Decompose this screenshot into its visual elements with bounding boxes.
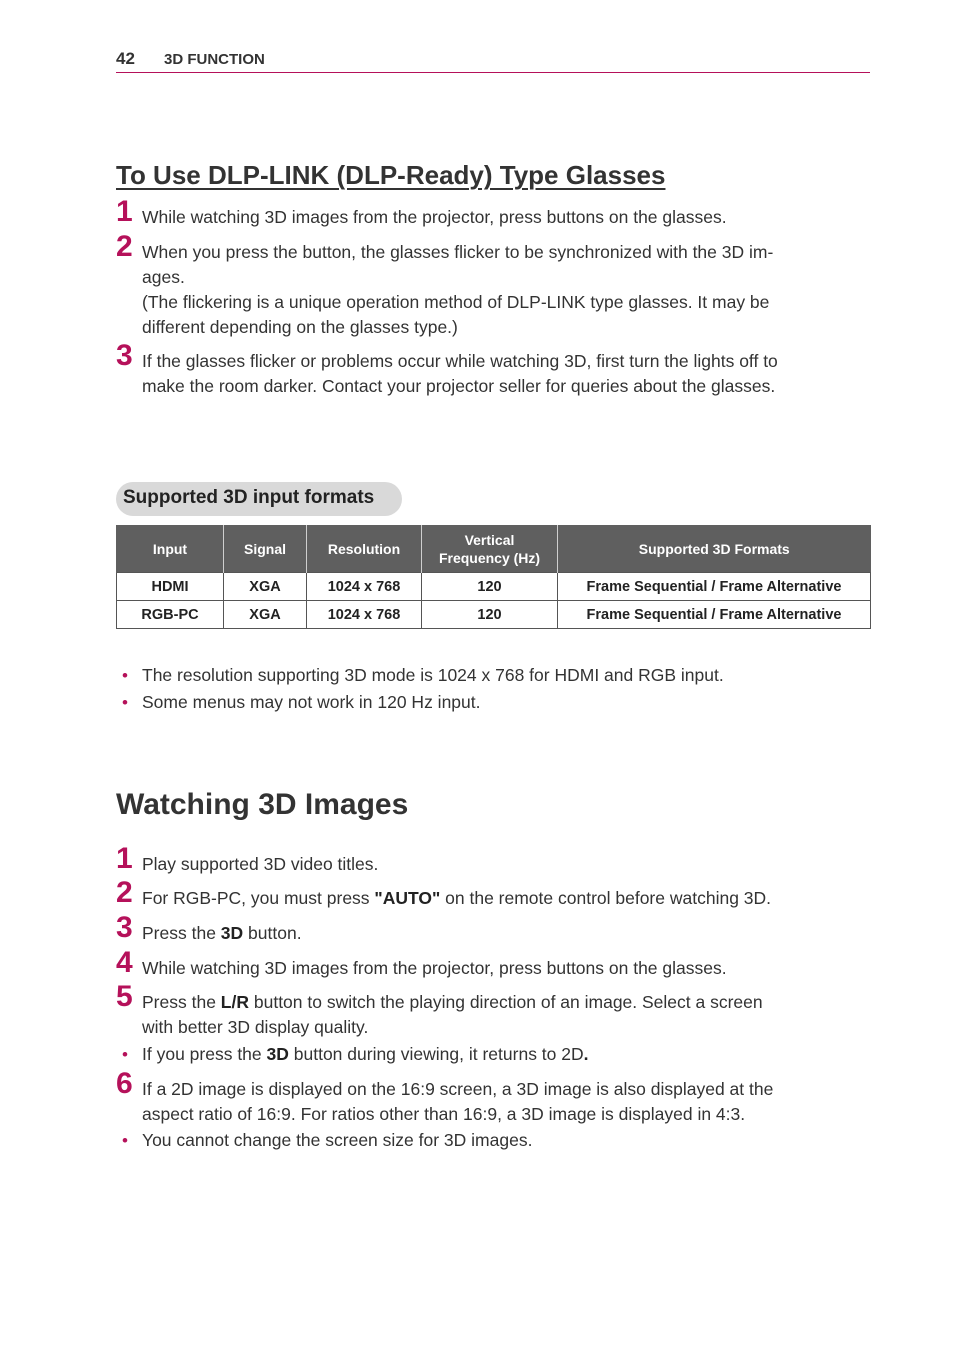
bullet-dot-icon: •: [122, 666, 128, 685]
cell-input: RGB-PC: [117, 601, 224, 629]
step-text: While watching 3D images from the projector, press buttons on the glasses.: [142, 207, 727, 227]
table-row: [117, 573, 871, 601]
step-text-line: If a 2D image is displayed on the 16:9 screen, a 3D image is also displayed at the: [142, 1079, 774, 1099]
header-input: Input: [117, 525, 224, 573]
formats-table: [116, 525, 871, 629]
cell-frequency: 120: [422, 601, 558, 629]
cell-frequency: 120: [422, 573, 558, 601]
note-text-bold: 3D: [266, 1044, 289, 1064]
header-formats: Supported 3D Formats: [558, 525, 871, 573]
step-number: 3: [116, 339, 133, 372]
dlp-step-3: [116, 339, 861, 399]
cell-resolution: 1024 x 768: [307, 601, 422, 629]
note-text: Some menus may not work in 120 Hz input.: [142, 692, 481, 712]
step-text-line: with better 3D display quality.: [142, 1017, 369, 1037]
header-frequency-line2: Frequency (Hz): [438, 549, 541, 566]
step-number: 3: [116, 911, 133, 944]
watch-step-6-note: [122, 1128, 862, 1153]
formats-subheading-text: Supported 3D input formats: [123, 487, 375, 508]
formats-note-2: [122, 690, 862, 715]
note-text: You cannot change the screen size for 3D images.: [142, 1130, 533, 1150]
step-text: For RGB-PC, you must press: [142, 888, 375, 908]
watching-heading: Watching 3D Images: [116, 788, 409, 821]
cell-signal: XGA: [224, 601, 307, 629]
cell-signal: XGA: [224, 573, 307, 601]
header-resolution: Resolution: [307, 525, 422, 573]
header-frequency-line1: Vertical: [464, 531, 515, 548]
bullet-dot-icon: •: [122, 693, 128, 712]
step-number: 5: [116, 980, 133, 1013]
step-text-line: ages.: [142, 267, 185, 287]
dlp-step-1: [116, 195, 861, 230]
note-text: The resolution supporting 3D mode is 1024 x 768 for HDMI and RGB input.: [142, 665, 724, 685]
formats-note-1: [122, 663, 862, 688]
step-text: button to switch the playing direction of an image. Select a screen: [249, 992, 763, 1012]
table-row: [117, 601, 871, 629]
watch-step-6: [116, 1067, 861, 1127]
step-text-line: (The flickering is a unique operation method of DLP-LINK type glasses. It may be: [142, 292, 770, 312]
note-text: button during viewing, it returns to 2D: [288, 1044, 584, 1064]
step-text: Press the: [142, 992, 221, 1012]
step-text: Play supported 3D video titles.: [142, 854, 379, 874]
step-text-bold: L/R: [220, 992, 249, 1012]
step-number: 1: [116, 195, 133, 228]
step-text-line: make the room darker. Contact your projector seller for queries about the glasses.: [142, 376, 776, 396]
cell-input: HDMI: [117, 573, 224, 601]
step-text-line: different depending on the glasses type.): [142, 317, 458, 337]
step-number: 6: [116, 1067, 133, 1100]
step-number: 2: [116, 230, 133, 263]
note-text: If you press the: [142, 1044, 267, 1064]
table-header-row: [117, 525, 871, 573]
step-text: Press the: [142, 923, 221, 943]
cell-formats: Frame Sequential / Frame Alternative: [558, 601, 871, 629]
watch-step-3: [116, 911, 861, 946]
dlp-step-2: [116, 230, 861, 340]
step-number: 2: [116, 876, 133, 909]
header-frequency: [422, 525, 558, 573]
note-text-period: .: [583, 1044, 589, 1064]
watch-step-5: [116, 980, 861, 1040]
step-text: While watching 3D images from the projector, press buttons on the glasses.: [142, 958, 727, 978]
step-number: 1: [116, 842, 133, 875]
step-number: 4: [116, 946, 133, 979]
cell-resolution: 1024 x 768: [307, 573, 422, 601]
step-text-line: If the glasses flicker or problems occur while watching 3D, first turn the lights off to: [142, 351, 778, 371]
bullet-dot-icon: •: [122, 1045, 128, 1064]
watch-step-2: [116, 876, 861, 911]
cell-formats: Frame Sequential / Frame Alternative: [558, 573, 871, 601]
step-text-bold: "AUTO": [374, 888, 441, 908]
section-title: 3D FUNCTION: [164, 51, 265, 68]
page-header: [116, 48, 870, 73]
header-signal: Signal: [224, 525, 307, 573]
watch-step-4: [116, 946, 861, 981]
step-text-line: When you press the button, the glasses flicker to be synchronized with the 3D im-: [142, 242, 774, 262]
dlp-link-heading: To Use DLP-LINK (DLP-Ready) Type Glasses: [116, 160, 666, 190]
watch-step-1: [116, 842, 861, 877]
step-text-bold: 3D: [220, 923, 244, 943]
step-text-line: aspect ratio of 16:9. For ratios other than 16:9, a 3D image is displayed in 4:3.: [142, 1104, 746, 1124]
step-text: on the remote control before watching 3D.: [440, 888, 772, 908]
watch-step-5-note: [122, 1042, 862, 1067]
formats-subheading: [116, 482, 402, 516]
page-number: 42: [116, 49, 135, 68]
step-text: button.: [243, 923, 302, 943]
bullet-dot-icon: •: [122, 1131, 128, 1150]
